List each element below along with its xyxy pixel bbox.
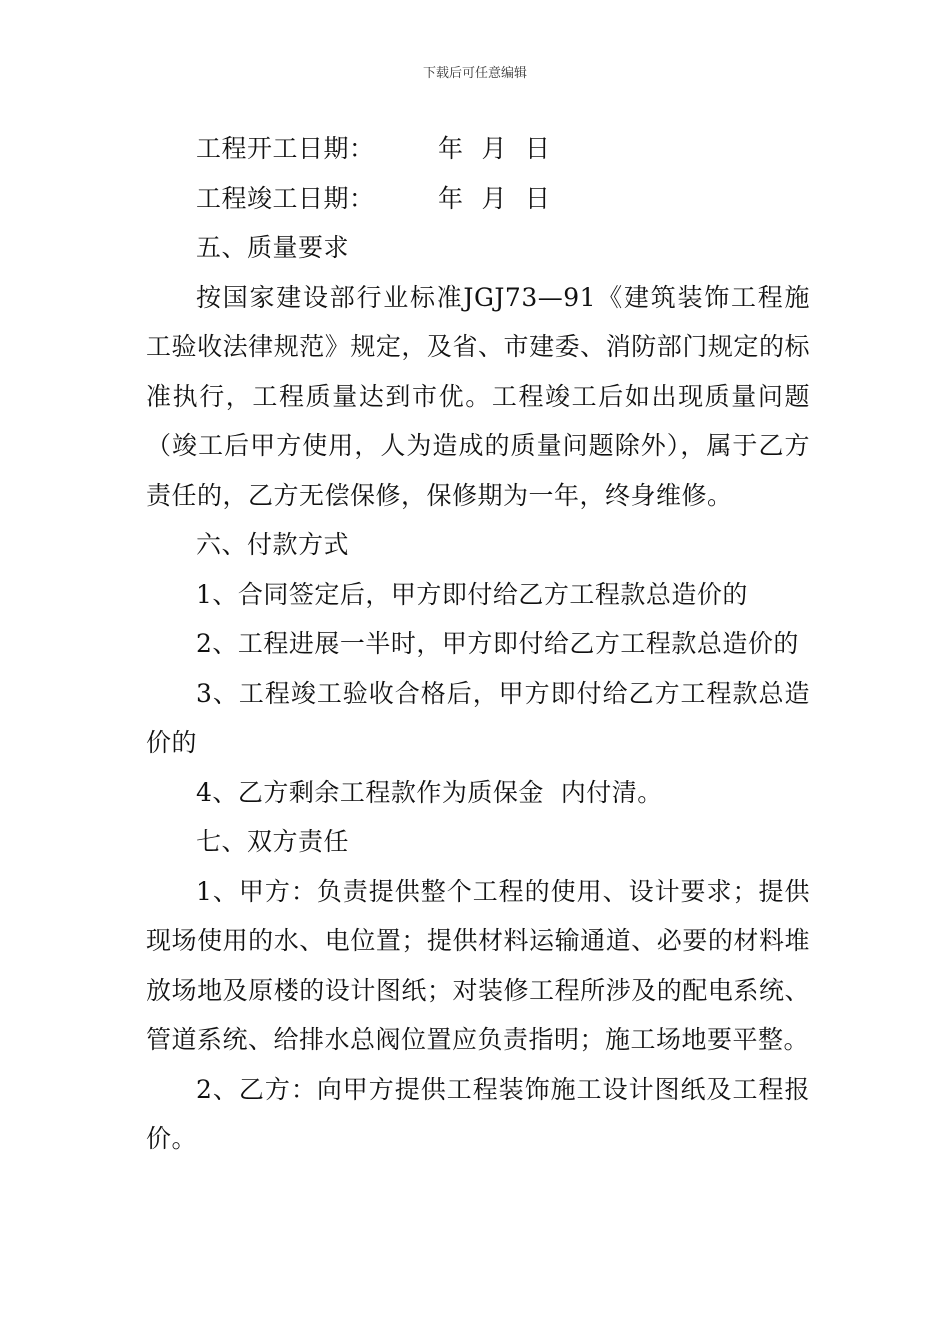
payment-item: 1、合同签定后，甲方即付给乙方工程款总造价的: [196, 579, 748, 609]
responsibility-item-party-b: 2、乙方：向甲方提供工程装饰施工设计图纸及工程报价。: [146, 1074, 810, 1153]
quality-heading: 五、质量要求: [196, 233, 350, 262]
complete-date-label: 工程竣工日期：: [196, 183, 375, 213]
complete-date-year: 年: [438, 183, 464, 213]
start-date-line: [146, 124, 810, 174]
responsibility-heading: 七、双方责任: [196, 827, 350, 856]
responsibility-item-party-a: 1、甲方：负责提供整个工程的使用、设计要求；提供现场使用的水、电位置；提供材料运输通道、必要的材料堆放场地及原楼的设计图纸；对装修工程所涉及的配电系统、管道系统、给排水总阀位置应负责指明；施工场地要平整。: [146, 876, 810, 1054]
payment-item: 2、工程进展一半时，甲方即付给乙方工程款总造价的: [196, 629, 799, 658]
payment-item: 3、工程竣工验收合格后，甲方即付给乙方工程款总造价的: [146, 678, 810, 757]
complete-date-month: 月: [481, 183, 508, 213]
start-date-year: 年: [438, 134, 464, 163]
start-date-day: 日: [525, 134, 551, 163]
start-date-label: 工程开工日期：: [196, 134, 375, 163]
payment-item: 4、乙方剩余工程款作为质保金 内付清。: [196, 777, 663, 807]
start-date-month: 月: [481, 134, 508, 163]
complete-date-line: [146, 174, 810, 224]
payment-heading: 六、付款方式: [196, 530, 350, 559]
document-body: [146, 124, 810, 1164]
complete-date-fields: [438, 174, 551, 224]
quality-body: 按国家建设部行业标准JGJ73—91《建筑装饰工程施工验收法律规范》规定，及省、市建委、消防部门规定的标准执行，工程质量达到市优。工程竣工后如出现质量问题（竣工后甲方使用，人为造成的质量问题除外），属于乙方责任的，乙方无偿保修，保修期为一年，终身维修。: [146, 282, 810, 510]
page-header: 下载后可任意编辑: [422, 66, 527, 81]
complete-date-day: 日: [525, 183, 551, 213]
start-date-fields: [438, 124, 551, 174]
